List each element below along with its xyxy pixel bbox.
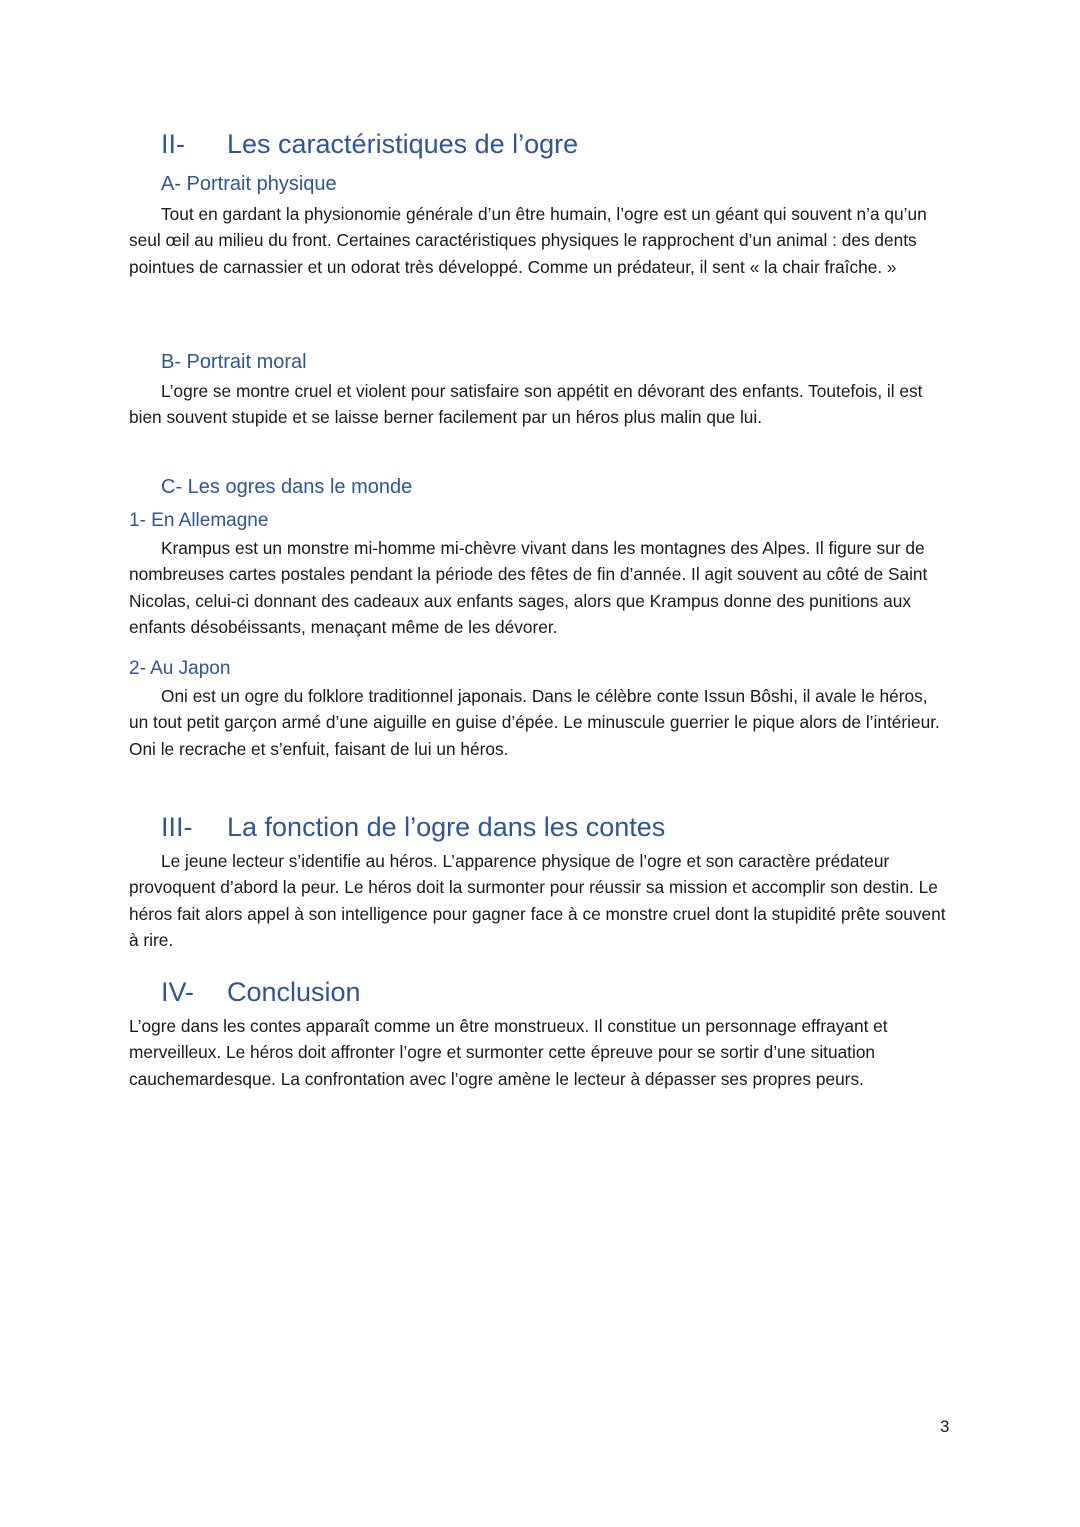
section-heading-4 xyxy=(161,977,361,1008)
paragraph-conclusion: L’ogre dans les contes apparaît comme un être monstrueux. Il constitue un personnage effrayant et merveilleux. Le héros doit affronter l’ogre et surmonter cette épreuve pour se sortir d’une situation cauchemardesque. La confrontation avec l’ogre amène le lecteur à dépasser ses propres peurs. xyxy=(129,1016,888,1089)
section-title: La fonction de l’ogre dans les contes xyxy=(227,812,666,842)
paragraph-portrait-moral: L’ogre se montre cruel et violent pour satisfaire son appétit en dévorant des enfants. Toutefois, il est bien souvent stupide et se laisse berner facilement par un héros plus malin que lui. xyxy=(129,381,923,428)
section-number: III- xyxy=(161,812,193,842)
paragraph-portrait-physique: Tout en gardant la physionomie générale d’un être humain, l’ogre est un géant qui souvent n’a qu’un seul œil au milieu du front. Certaines caractéristiques physiques le rapprochent d’un animal : des dents pointues de carnassier et un odorat très développé. Comme un prédateur, il sent « la chair fraîche. » xyxy=(129,204,927,277)
subheading-ogres-monde: C- Les ogres dans le monde xyxy=(161,476,413,498)
paragraph-fonction: Le jeune lecteur s’identifie au héros. L’apparence physique de l’ogre et son caractère prédateur provoquent d’abord la peur. Le héros doit la surmonter pour réussir sa mission et accomplir son destin. Le héros fait alors appel à son intelligence pour gagner face à ce monstre cruel dont la stupidité prête souvent à rire. xyxy=(129,851,946,951)
section-heading-3 xyxy=(161,812,665,843)
subheading-portrait-moral: B- Portrait moral xyxy=(161,351,307,373)
paragraph-allemagne: Krampus est un monstre mi-homme mi-chèvre vivant dans les montagnes des Alpes. Il figure sur de nombreuses cartes postales pendant la période des fêtes de fin d’année. Il agit souvent au côté de Saint Nicolas, celui-ci donnant des cadeaux aux enfants sages, alors que Krampus donne des punitions aux enfants désobéissants, menaçant même de les dévorer. xyxy=(129,538,928,638)
subheading-allemagne: 1- En Allemagne xyxy=(129,510,269,531)
paragraph-japon: Oni est un ogre du folklore traditionnel japonais. Dans le célèbre conte Issun Bôshi, il avale le héros, un tout petit garçon armé d’une aiguille en guise d’épée. Le minuscule guerrier le pique alors de l’intérieur. Oni le recrache et s’enfuit, faisant de lui un héros. xyxy=(129,686,940,759)
subheading-portrait-physique: A- Portrait physique xyxy=(161,173,337,195)
section-heading-2 xyxy=(161,129,578,160)
subheading-japon: 2- Au Japon xyxy=(129,658,231,679)
section-title: Les caractéristiques de l’ogre xyxy=(227,129,579,159)
section-number: IV- xyxy=(161,977,195,1007)
page-number: 3 xyxy=(940,1417,950,1436)
section-number: II- xyxy=(161,129,185,159)
section-title: Conclusion xyxy=(227,977,361,1007)
